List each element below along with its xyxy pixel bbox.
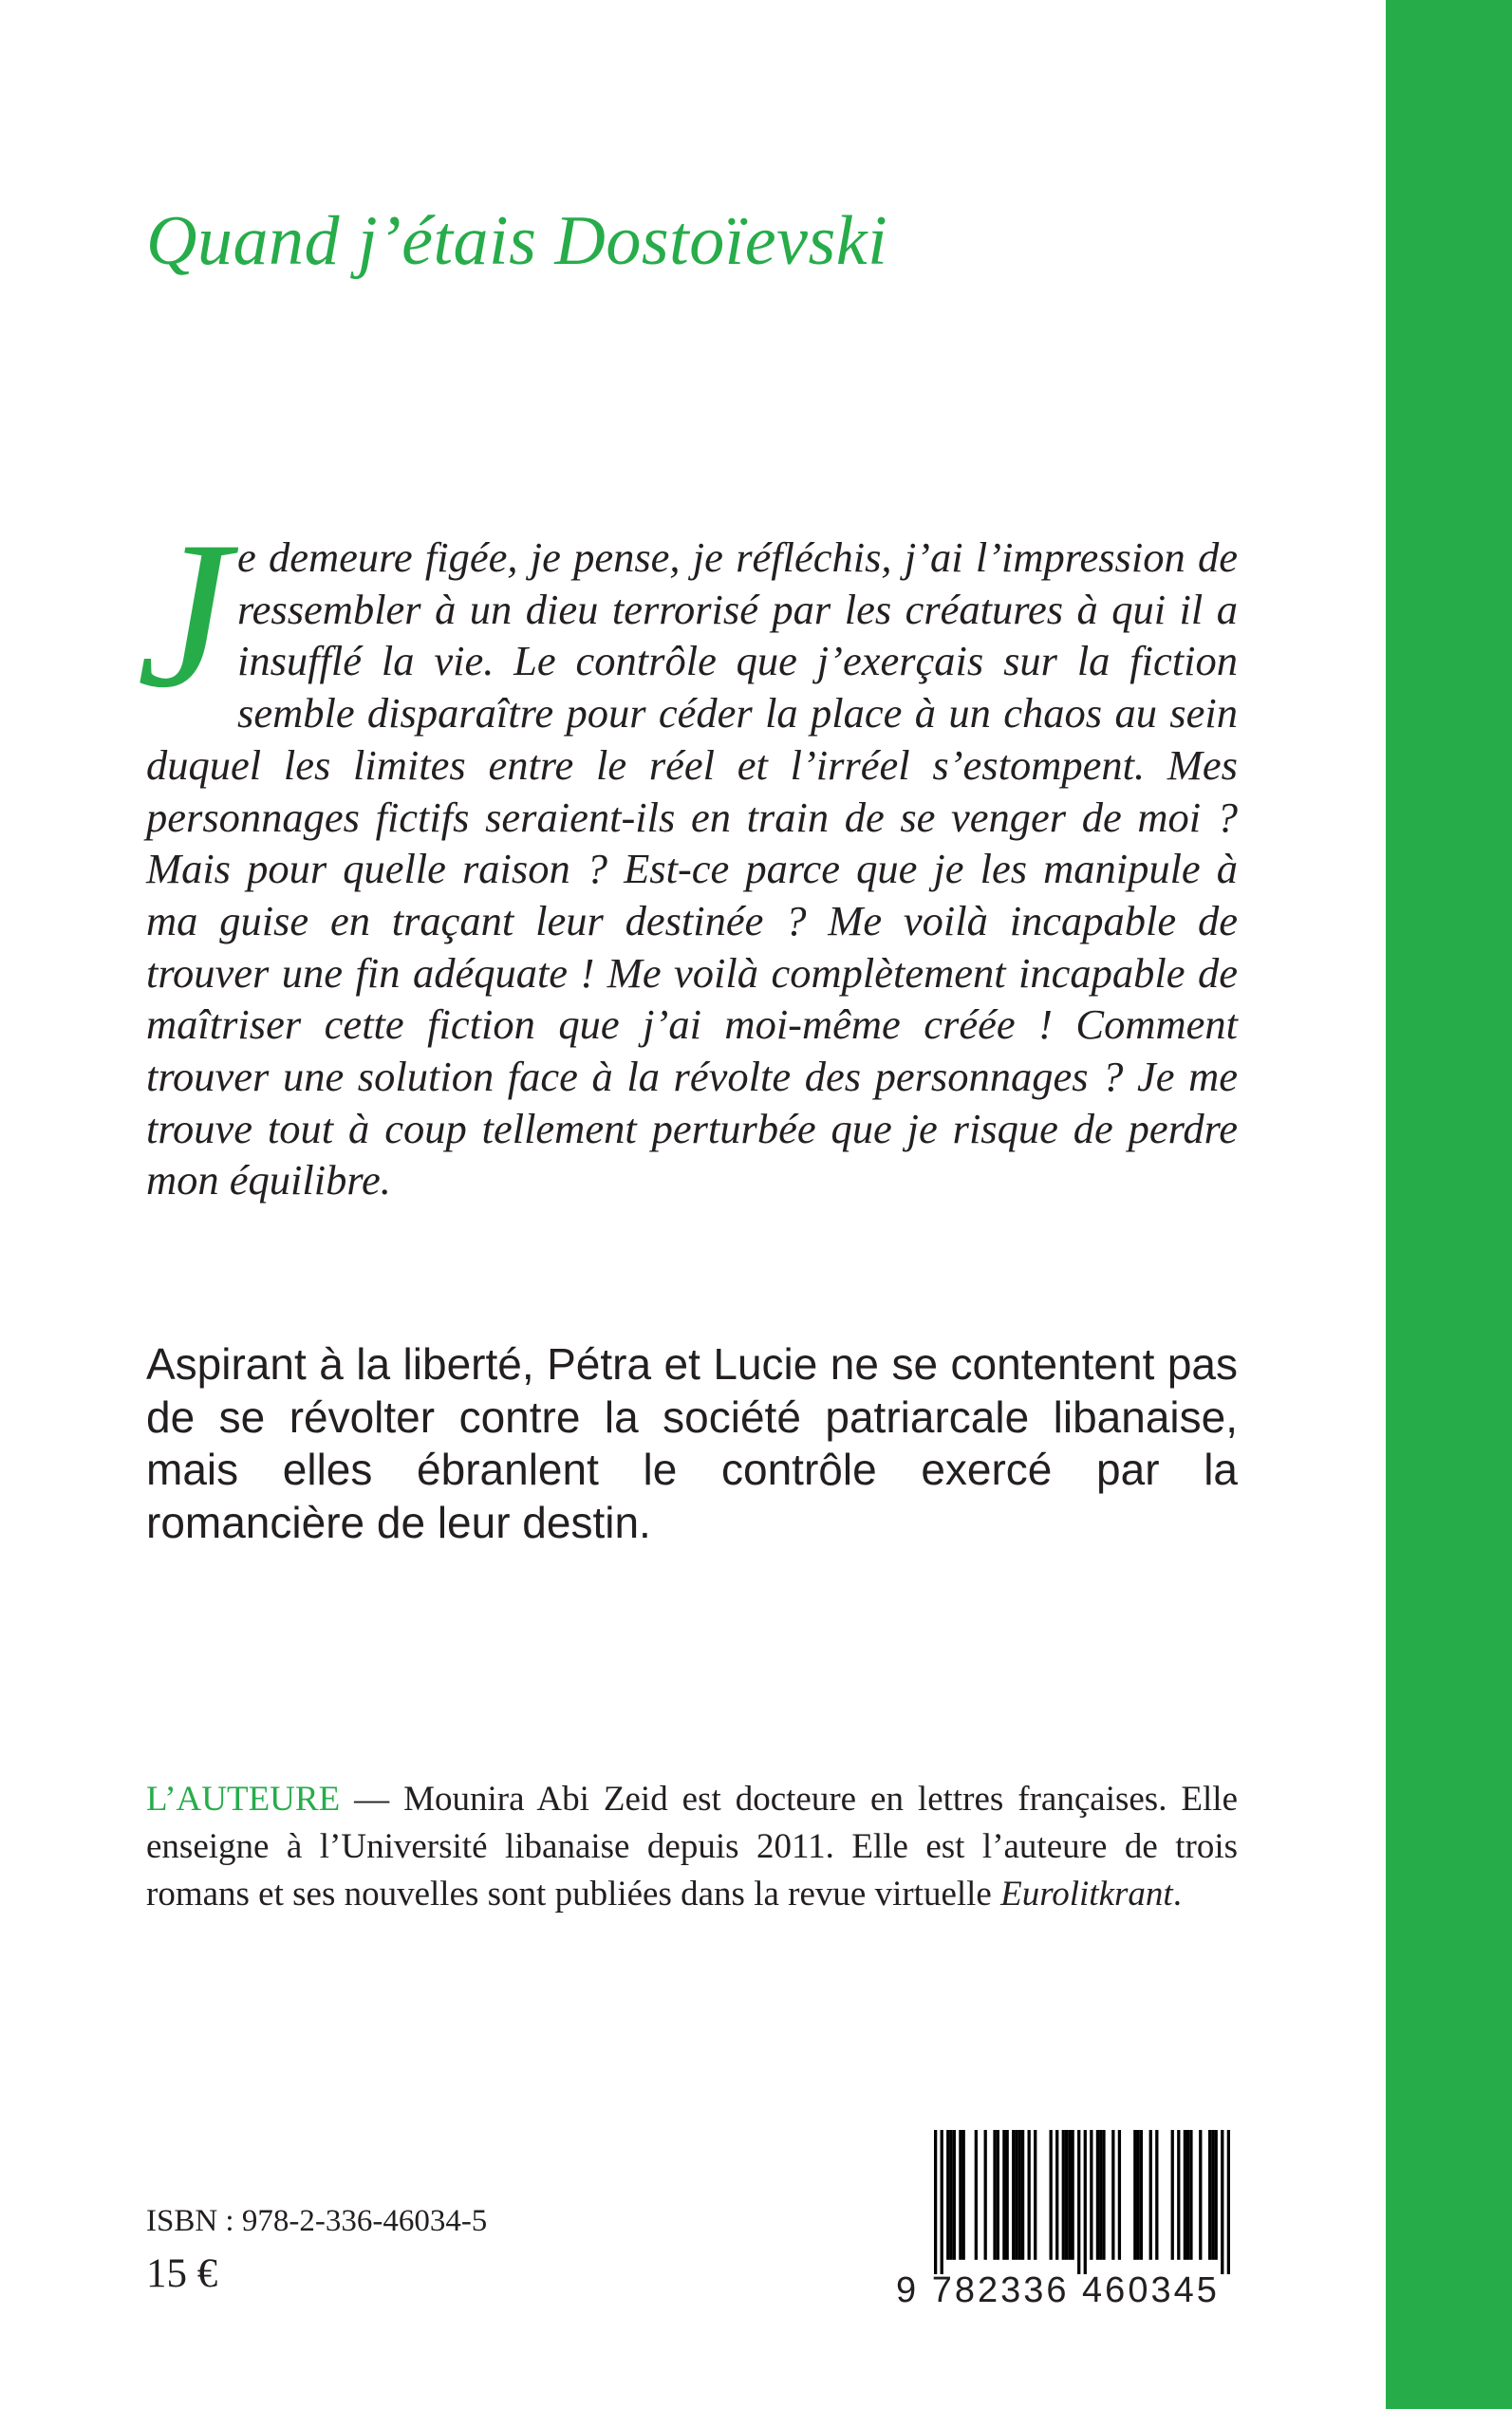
barcode-bar	[997, 2130, 999, 2260]
barcode-bar	[1221, 2130, 1223, 2274]
price: 15 €	[146, 2251, 218, 2296]
barcode-bar	[1215, 2130, 1218, 2260]
barcode-bar	[1062, 2130, 1065, 2260]
barcode-bar	[1184, 2130, 1186, 2260]
barcode-bar	[1227, 2130, 1230, 2274]
barcode-digits: 9 782336 460345	[896, 2270, 1220, 2310]
barcode-bar	[934, 2130, 937, 2274]
barcode-bar	[1186, 2130, 1189, 2260]
author-bio	[146, 1776, 1238, 1918]
barcode-bar	[1155, 2130, 1158, 2260]
barcode-bar	[984, 2130, 987, 2260]
barcode	[896, 2130, 1236, 2315]
author-bio-review-name: Eurolitkrant	[1000, 1875, 1173, 1914]
barcode-bar	[1065, 2130, 1068, 2260]
barcode-bar	[993, 2130, 996, 2260]
barcode-bar	[1133, 2130, 1136, 2260]
barcode-bar	[1199, 2130, 1202, 2260]
barcode-bar	[941, 2130, 943, 2274]
barcode-bar	[1118, 2130, 1121, 2260]
barcode-bar	[1111, 2130, 1114, 2260]
book-title: Quand j’étais Dostoïevski	[146, 202, 888, 280]
barcode-bar	[959, 2130, 961, 2260]
barcode-bar	[949, 2130, 952, 2260]
barcode-bar	[1055, 2130, 1058, 2260]
barcode-bar	[1084, 2130, 1087, 2274]
barcode-bar	[1050, 2130, 1053, 2260]
barcode-bar	[1189, 2130, 1192, 2260]
barcode-bar	[1021, 2130, 1024, 2260]
isbn-number: ISBN : 978-2-336-46034-5	[146, 2204, 488, 2238]
author-bio-end: .	[1172, 1875, 1182, 1914]
ean13-barcode-icon	[934, 2130, 1230, 2274]
barcode-bar	[1136, 2130, 1139, 2260]
barcode-bar	[1211, 2130, 1214, 2260]
barcode-bar	[1068, 2130, 1071, 2260]
barcode-bar	[1012, 2130, 1015, 2260]
barcode-bar	[1077, 2130, 1080, 2274]
barcode-bar	[946, 2130, 949, 2260]
barcode-bar	[1090, 2130, 1092, 2260]
barcode-bar	[1099, 2130, 1102, 2260]
author-bio-text: — Mounira Abi Zeid est docteure en lettres françaises. Elle enseigne à l’Université libanaise depuis 2011. Elle est l’auteure de trois romans et ses nouvelles sont publiées dans la revue virtuelle	[146, 1780, 1238, 1914]
barcode-bar	[1096, 2130, 1099, 2260]
barcode-bar	[1018, 2130, 1021, 2260]
barcode-bar	[1140, 2130, 1143, 2260]
barcode-bar	[1015, 2130, 1017, 2260]
barcode-bar	[1177, 2130, 1180, 2260]
spine-color-bar	[1386, 0, 1512, 2409]
barcode-bar	[975, 2130, 978, 2260]
author-bio-label: L’AUTEURE	[146, 1780, 341, 1819]
barcode-bar	[1028, 2130, 1031, 2260]
barcode-bar	[953, 2130, 956, 2260]
barcode-bar	[1006, 2130, 1009, 2260]
barcode-bar	[1208, 2130, 1211, 2260]
barcode-bar	[1171, 2130, 1174, 2260]
drop-cap: J	[137, 498, 231, 732]
barcode-bar	[1002, 2130, 1005, 2260]
excerpt-text: e demeure figée, je pense, je réfléchis, j’ai l’impression de ressembler à un dieu terrorisé par les créatures à qui il a insufflé la vie. Le contrôle que j’exerçais sur la fiction semble disparaître pour céder la place à un chaos au sein duquel les limites entre le réel et l’irréel s’estompent. Mes personnages fictifs seraient-ils en train de se venger de moi ? Mais pour quelle raison ? Est-ce parce que je les manipule à ma guise en traçant leur destinée ? Me voilà incapable de trouver une fin adéquate ! Me voilà complètement incapable de maîtriser cette fiction que j’ai moi-même créée ! Comment trouver une solution face à la révolte des personnages ? Je me trouve tout à coup tellement perturbée que je risque de perdre mon équilibre.	[146, 533, 1238, 1204]
barcode-bar	[962, 2130, 965, 2260]
book-excerpt	[137, 498, 1238, 1206]
barcode-bar	[1149, 2130, 1152, 2260]
book-summary: Aspirant à la liberté, Pétra et Lucie ne se contentent pas de se révolter contre la société patriarcale libanaise, mais elles ébranlent le contrôle exercé par la romancière de leur destin.	[146, 1339, 1238, 1547]
barcode-bar	[1102, 2130, 1105, 2260]
barcode-bar	[1072, 2130, 1074, 2260]
barcode-bar	[1034, 2130, 1036, 2260]
